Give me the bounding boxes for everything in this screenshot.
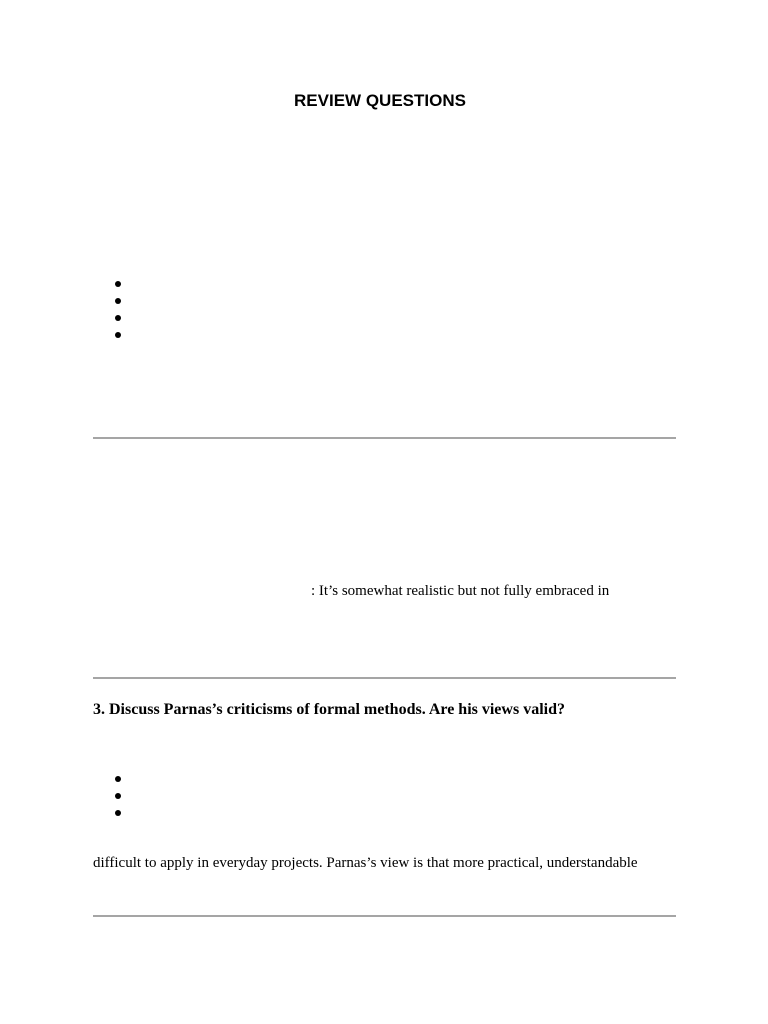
bullet-point [115,810,121,816]
bullet-point [115,315,121,321]
section-divider [93,915,676,917]
bullet-point [115,298,121,304]
section-3-answer-fragment: difficult to apply in everyday projects. Parnas’s view is that more practical, understandable [93,855,638,871]
section-divider [93,677,676,679]
section-divider [93,437,676,439]
bullet-point [115,776,121,782]
bullet-point [115,793,121,799]
question-3-heading: 3. Discuss Parnas’s criticisms of formal methods. Are his views valid? [93,701,565,718]
bullet-point [115,281,121,287]
bullet-point [115,332,121,338]
page-title: REVIEW QUESTIONS [294,91,466,110]
section-2-answer-fragment: : It’s somewhat realistic but not fully embraced in [311,583,610,599]
